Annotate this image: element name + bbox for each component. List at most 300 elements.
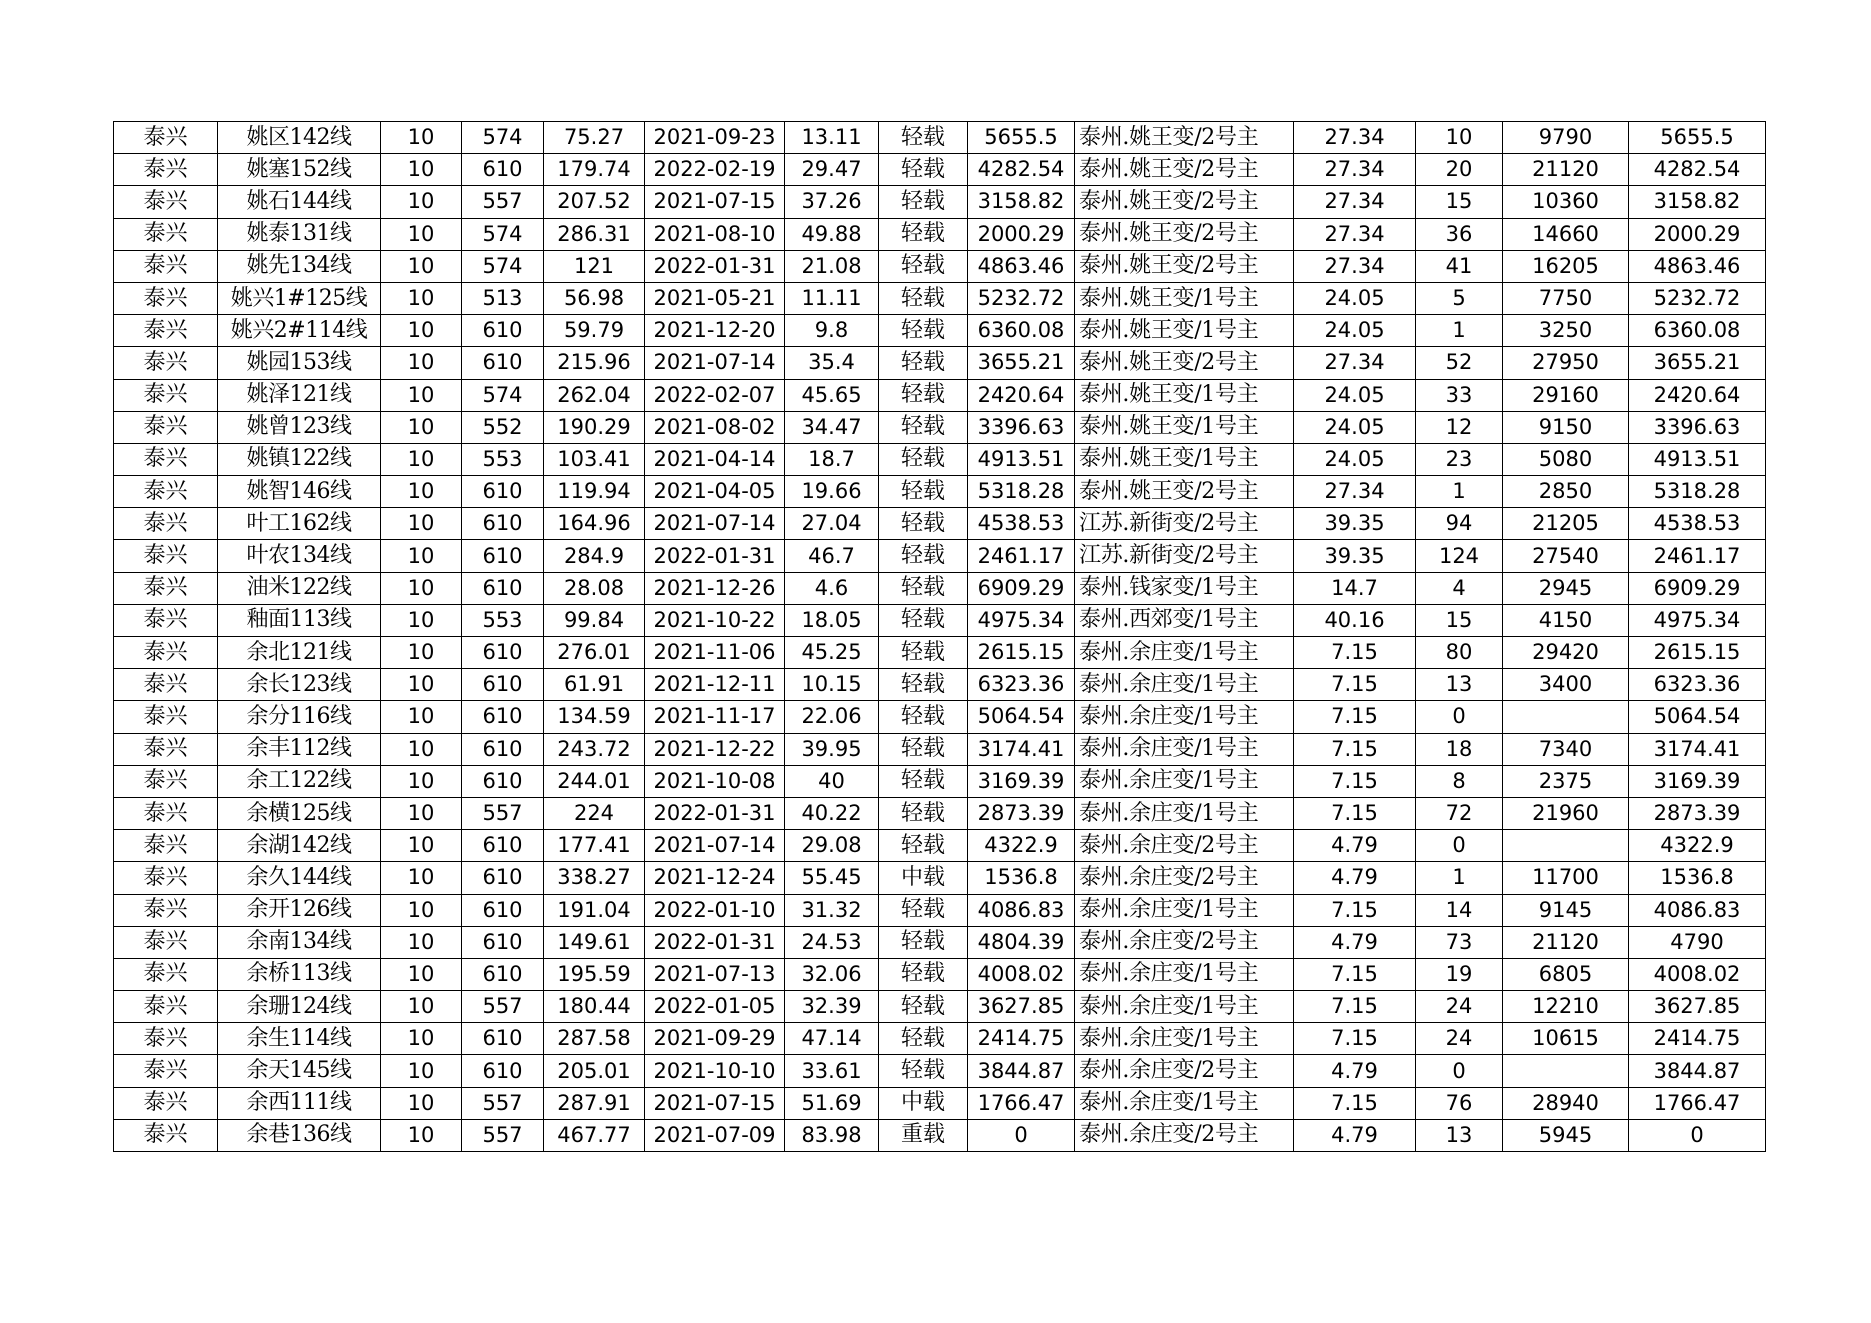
load-rate-cell: 34.47: [785, 411, 879, 443]
current-cell: 134.59: [544, 701, 645, 733]
load-status-cell: 轻载: [879, 508, 968, 540]
rated-current-cell: 610: [462, 926, 544, 958]
load-rate-cell: 46.7: [785, 540, 879, 572]
user-count-cell: 20: [1416, 154, 1503, 186]
user-count-cell: 24: [1416, 1023, 1503, 1055]
user-capacity-cell: 3250: [1503, 315, 1629, 347]
transformer-load-cell: 27.34: [1294, 476, 1416, 508]
remaining-capacity-cell: 5064.54: [1629, 701, 1766, 733]
voltage-cell: 10: [381, 476, 462, 508]
remaining-capacity-cell: 3627.85: [1629, 991, 1766, 1023]
load-rate-cell: 18.7: [785, 443, 879, 475]
voltage-cell: 10: [381, 250, 462, 282]
date-cell: 2022-01-31: [645, 540, 785, 572]
rated-current-cell: 557: [462, 1087, 544, 1119]
region-cell: 泰兴: [114, 958, 218, 990]
line-name-cell: 姚塞152线: [218, 154, 381, 186]
rated-current-cell: 574: [462, 218, 544, 250]
transformer-load-cell: 24.05: [1294, 411, 1416, 443]
load-status-cell: 轻载: [879, 476, 968, 508]
table-row: [114, 122, 1766, 154]
substation-transformer-cell: 泰州.余庄变/2号主: [1075, 1055, 1294, 1087]
voltage-cell: 10: [381, 701, 462, 733]
rated-current-cell: 610: [462, 637, 544, 669]
date-cell: 2021-10-22: [645, 604, 785, 636]
user-count-cell: 52: [1416, 347, 1503, 379]
date-cell: 2021-07-14: [645, 508, 785, 540]
voltage-cell: 10: [381, 991, 462, 1023]
user-capacity-cell: 2375: [1503, 765, 1629, 797]
transformer-load-cell: 7.15: [1294, 958, 1416, 990]
transformer-load-cell: 27.34: [1294, 250, 1416, 282]
load-status-cell: 轻载: [879, 797, 968, 829]
remaining-capacity-cell: 5655.5: [1629, 122, 1766, 154]
user-capacity-cell: 10615: [1503, 1023, 1629, 1055]
region-cell: 泰兴: [114, 701, 218, 733]
table-row: [114, 1119, 1766, 1151]
user-count-cell: 5: [1416, 282, 1503, 314]
current-cell: 191.04: [544, 894, 645, 926]
available-capacity-cell: 3169.39: [968, 765, 1075, 797]
voltage-cell: 10: [381, 765, 462, 797]
voltage-cell: 10: [381, 604, 462, 636]
remaining-capacity-cell: 5318.28: [1629, 476, 1766, 508]
user-capacity-cell: 5945: [1503, 1119, 1629, 1151]
user-count-cell: 73: [1416, 926, 1503, 958]
load-rate-cell: 24.53: [785, 926, 879, 958]
user-capacity-cell: 21205: [1503, 508, 1629, 540]
current-cell: 56.98: [544, 282, 645, 314]
load-status-cell: 轻载: [879, 830, 968, 862]
available-capacity-cell: 4913.51: [968, 443, 1075, 475]
voltage-cell: 10: [381, 1087, 462, 1119]
line-name-cell: 油米122线: [218, 572, 381, 604]
remaining-capacity-cell: 4863.46: [1629, 250, 1766, 282]
rated-current-cell: 610: [462, 765, 544, 797]
rated-current-cell: 610: [462, 347, 544, 379]
load-status-cell: 轻载: [879, 347, 968, 379]
user-count-cell: 0: [1416, 1055, 1503, 1087]
table-row: [114, 572, 1766, 604]
user-capacity-cell: 27540: [1503, 540, 1629, 572]
remaining-capacity-cell: 4086.83: [1629, 894, 1766, 926]
load-rate-cell: 35.4: [785, 347, 879, 379]
table-row: [114, 958, 1766, 990]
current-cell: 287.58: [544, 1023, 645, 1055]
current-cell: 75.27: [544, 122, 645, 154]
line-name-cell: 余开126线: [218, 894, 381, 926]
region-cell: 泰兴: [114, 508, 218, 540]
user-count-cell: 24: [1416, 991, 1503, 1023]
line-name-cell: 姚兴1#125线: [218, 282, 381, 314]
load-rate-cell: 49.88: [785, 218, 879, 250]
voltage-cell: 10: [381, 411, 462, 443]
available-capacity-cell: 1766.47: [968, 1087, 1075, 1119]
user-capacity-cell: [1503, 830, 1629, 862]
load-rate-cell: 51.69: [785, 1087, 879, 1119]
available-capacity-cell: 2615.15: [968, 637, 1075, 669]
user-capacity-cell: 28940: [1503, 1087, 1629, 1119]
transformer-load-cell: 7.15: [1294, 733, 1416, 765]
load-rate-cell: 40.22: [785, 797, 879, 829]
transformer-load-cell: 24.05: [1294, 315, 1416, 347]
transformer-load-cell: 4.79: [1294, 1119, 1416, 1151]
line-name-cell: 姚石144线: [218, 186, 381, 218]
region-cell: 泰兴: [114, 991, 218, 1023]
transformer-load-cell: 14.7: [1294, 572, 1416, 604]
load-status-cell: 轻载: [879, 733, 968, 765]
voltage-cell: 10: [381, 830, 462, 862]
remaining-capacity-cell: 1766.47: [1629, 1087, 1766, 1119]
substation-transformer-cell: 泰州.姚王变/2号主: [1075, 122, 1294, 154]
user-count-cell: 15: [1416, 186, 1503, 218]
user-count-cell: 0: [1416, 830, 1503, 862]
load-rate-cell: 21.08: [785, 250, 879, 282]
line-name-cell: 余桥113线: [218, 958, 381, 990]
current-cell: 190.29: [544, 411, 645, 443]
user-capacity-cell: 21960: [1503, 797, 1629, 829]
substation-transformer-cell: 泰州.姚王变/1号主: [1075, 315, 1294, 347]
table-row: [114, 894, 1766, 926]
rated-current-cell: 610: [462, 733, 544, 765]
load-status-cell: 轻载: [879, 572, 968, 604]
line-name-cell: 釉面113线: [218, 604, 381, 636]
available-capacity-cell: 6323.36: [968, 669, 1075, 701]
rated-current-cell: 574: [462, 250, 544, 282]
line-name-cell: 余分116线: [218, 701, 381, 733]
load-rate-cell: 40: [785, 765, 879, 797]
region-cell: 泰兴: [114, 669, 218, 701]
transformer-load-cell: 24.05: [1294, 282, 1416, 314]
transformer-load-cell: 40.16: [1294, 604, 1416, 636]
table-row: [114, 154, 1766, 186]
transformer-load-cell: 39.35: [1294, 540, 1416, 572]
load-status-cell: 重载: [879, 1119, 968, 1151]
current-cell: 164.96: [544, 508, 645, 540]
load-status-cell: 轻载: [879, 186, 968, 218]
rated-current-cell: 574: [462, 379, 544, 411]
table-body: [114, 122, 1766, 1152]
region-cell: 泰兴: [114, 1055, 218, 1087]
transformer-load-cell: 7.15: [1294, 991, 1416, 1023]
load-rate-cell: 9.8: [785, 315, 879, 347]
line-name-cell: 姚泽121线: [218, 379, 381, 411]
substation-transformer-cell: 泰州.姚王变/1号主: [1075, 411, 1294, 443]
voltage-cell: 10: [381, 122, 462, 154]
date-cell: 2021-08-10: [645, 218, 785, 250]
transformer-load-cell: 7.15: [1294, 1023, 1416, 1055]
available-capacity-cell: 4975.34: [968, 604, 1075, 636]
remaining-capacity-cell: 2420.64: [1629, 379, 1766, 411]
date-cell: 2021-12-24: [645, 862, 785, 894]
region-cell: 泰兴: [114, 1119, 218, 1151]
current-cell: 205.01: [544, 1055, 645, 1087]
load-status-cell: 轻载: [879, 926, 968, 958]
user-capacity-cell: 7750: [1503, 282, 1629, 314]
line-name-cell: 余久144线: [218, 862, 381, 894]
available-capacity-cell: 5655.5: [968, 122, 1075, 154]
available-capacity-cell: 2000.29: [968, 218, 1075, 250]
user-count-cell: 13: [1416, 1119, 1503, 1151]
line-name-cell: 余巷136线: [218, 1119, 381, 1151]
load-status-cell: 轻载: [879, 1055, 968, 1087]
substation-transformer-cell: 泰州.余庄变/2号主: [1075, 1119, 1294, 1151]
line-name-cell: 余横125线: [218, 797, 381, 829]
available-capacity-cell: 5064.54: [968, 701, 1075, 733]
date-cell: 2021-07-15: [645, 186, 785, 218]
remaining-capacity-cell: 4975.34: [1629, 604, 1766, 636]
available-capacity-cell: 3844.87: [968, 1055, 1075, 1087]
current-cell: 276.01: [544, 637, 645, 669]
rated-current-cell: 610: [462, 830, 544, 862]
user-capacity-cell: 11700: [1503, 862, 1629, 894]
user-count-cell: 1: [1416, 862, 1503, 894]
region-cell: 泰兴: [114, 443, 218, 475]
load-status-cell: 轻载: [879, 894, 968, 926]
user-count-cell: 4: [1416, 572, 1503, 604]
region-cell: 泰兴: [114, 797, 218, 829]
transformer-load-cell: 27.34: [1294, 218, 1416, 250]
rated-current-cell: 610: [462, 862, 544, 894]
table-row: [114, 186, 1766, 218]
load-status-cell: 轻载: [879, 443, 968, 475]
current-cell: 224: [544, 797, 645, 829]
load-rate-cell: 31.32: [785, 894, 879, 926]
table-row: [114, 411, 1766, 443]
load-rate-cell: 83.98: [785, 1119, 879, 1151]
current-cell: 61.91: [544, 669, 645, 701]
table-row: [114, 218, 1766, 250]
current-cell: 284.9: [544, 540, 645, 572]
load-status-cell: 轻载: [879, 991, 968, 1023]
remaining-capacity-cell: 3158.82: [1629, 186, 1766, 218]
current-cell: 149.61: [544, 926, 645, 958]
load-rate-cell: 11.11: [785, 282, 879, 314]
transformer-load-cell: 24.05: [1294, 379, 1416, 411]
rated-current-cell: 610: [462, 572, 544, 604]
current-cell: 286.31: [544, 218, 645, 250]
rated-current-cell: 610: [462, 476, 544, 508]
voltage-cell: 10: [381, 443, 462, 475]
user-capacity-cell: 9145: [1503, 894, 1629, 926]
user-count-cell: 15: [1416, 604, 1503, 636]
transformer-load-cell: 7.15: [1294, 765, 1416, 797]
user-capacity-cell: 9790: [1503, 122, 1629, 154]
table-row: [114, 1055, 1766, 1087]
load-rate-cell: 47.14: [785, 1023, 879, 1055]
user-capacity-cell: [1503, 1055, 1629, 1087]
substation-transformer-cell: 泰州.余庄变/1号主: [1075, 765, 1294, 797]
region-cell: 泰兴: [114, 154, 218, 186]
line-name-cell: 余南134线: [218, 926, 381, 958]
date-cell: 2021-10-10: [645, 1055, 785, 1087]
load-status-cell: 轻载: [879, 411, 968, 443]
rated-current-cell: 574: [462, 122, 544, 154]
available-capacity-cell: 4863.46: [968, 250, 1075, 282]
region-cell: 泰兴: [114, 926, 218, 958]
current-cell: 121: [544, 250, 645, 282]
current-cell: 195.59: [544, 958, 645, 990]
user-count-cell: 94: [1416, 508, 1503, 540]
user-count-cell: 19: [1416, 958, 1503, 990]
date-cell: 2021-11-06: [645, 637, 785, 669]
transformer-load-cell: 27.34: [1294, 122, 1416, 154]
substation-transformer-cell: 泰州.余庄变/1号主: [1075, 991, 1294, 1023]
current-cell: 338.27: [544, 862, 645, 894]
transformer-load-cell: 4.79: [1294, 1055, 1416, 1087]
table-row: [114, 669, 1766, 701]
voltage-cell: 10: [381, 1055, 462, 1087]
table-row: [114, 830, 1766, 862]
region-cell: 泰兴: [114, 830, 218, 862]
date-cell: 2021-04-14: [645, 443, 785, 475]
current-cell: 119.94: [544, 476, 645, 508]
region-cell: 泰兴: [114, 315, 218, 347]
user-capacity-cell: 27950: [1503, 347, 1629, 379]
rated-current-cell: 610: [462, 1055, 544, 1087]
available-capacity-cell: 4804.39: [968, 926, 1075, 958]
remaining-capacity-cell: 2461.17: [1629, 540, 1766, 572]
available-capacity-cell: 3174.41: [968, 733, 1075, 765]
date-cell: 2021-07-13: [645, 958, 785, 990]
transformer-load-cell: 39.35: [1294, 508, 1416, 540]
region-cell: 泰兴: [114, 540, 218, 572]
available-capacity-cell: 2461.17: [968, 540, 1075, 572]
user-capacity-cell: 14660: [1503, 218, 1629, 250]
table-row: [114, 1023, 1766, 1055]
load-rate-cell: 10.15: [785, 669, 879, 701]
load-rate-cell: 4.6: [785, 572, 879, 604]
load-rate-cell: 13.11: [785, 122, 879, 154]
available-capacity-cell: 3627.85: [968, 991, 1075, 1023]
voltage-cell: 10: [381, 572, 462, 604]
load-status-cell: 轻载: [879, 637, 968, 669]
remaining-capacity-cell: 5232.72: [1629, 282, 1766, 314]
remaining-capacity-cell: 3169.39: [1629, 765, 1766, 797]
voltage-cell: 10: [381, 894, 462, 926]
substation-transformer-cell: 泰州.余庄变/1号主: [1075, 958, 1294, 990]
line-name-cell: 余珊124线: [218, 991, 381, 1023]
line-name-cell: 姚兴2#114线: [218, 315, 381, 347]
remaining-capacity-cell: 6909.29: [1629, 572, 1766, 604]
load-rate-cell: 33.61: [785, 1055, 879, 1087]
user-capacity-cell: 3400: [1503, 669, 1629, 701]
transformer-load-cell: 7.15: [1294, 701, 1416, 733]
load-status-cell: 轻载: [879, 154, 968, 186]
user-count-cell: 13: [1416, 669, 1503, 701]
table-row: [114, 1087, 1766, 1119]
date-cell: 2021-07-15: [645, 1087, 785, 1119]
region-cell: 泰兴: [114, 250, 218, 282]
load-status-cell: 轻载: [879, 282, 968, 314]
voltage-cell: 10: [381, 508, 462, 540]
region-cell: 泰兴: [114, 604, 218, 636]
load-status-cell: 轻载: [879, 250, 968, 282]
current-cell: 467.77: [544, 1119, 645, 1151]
current-cell: 59.79: [544, 315, 645, 347]
date-cell: 2021-11-17: [645, 701, 785, 733]
load-rate-cell: 18.05: [785, 604, 879, 636]
substation-transformer-cell: 泰州.姚王变/2号主: [1075, 347, 1294, 379]
available-capacity-cell: 2414.75: [968, 1023, 1075, 1055]
user-count-cell: 36: [1416, 218, 1503, 250]
remaining-capacity-cell: 6360.08: [1629, 315, 1766, 347]
available-capacity-cell: 4086.83: [968, 894, 1075, 926]
line-name-cell: 姚智146线: [218, 476, 381, 508]
current-cell: 99.84: [544, 604, 645, 636]
load-rate-cell: 32.39: [785, 991, 879, 1023]
user-count-cell: 72: [1416, 797, 1503, 829]
current-cell: 243.72: [544, 733, 645, 765]
line-name-cell: 余北121线: [218, 637, 381, 669]
rated-current-cell: 513: [462, 282, 544, 314]
table-row: [114, 604, 1766, 636]
available-capacity-cell: 2873.39: [968, 797, 1075, 829]
table-row: [114, 347, 1766, 379]
table-row: [114, 733, 1766, 765]
voltage-cell: 10: [381, 1119, 462, 1151]
current-cell: 262.04: [544, 379, 645, 411]
load-status-cell: 轻载: [879, 540, 968, 572]
line-name-cell: 姚曾123线: [218, 411, 381, 443]
available-capacity-cell: 4322.9: [968, 830, 1075, 862]
date-cell: 2021-12-20: [645, 315, 785, 347]
load-rate-cell: 27.04: [785, 508, 879, 540]
user-capacity-cell: 6805: [1503, 958, 1629, 990]
date-cell: 2021-05-21: [645, 282, 785, 314]
region-cell: 泰兴: [114, 733, 218, 765]
table-row: [114, 797, 1766, 829]
rated-current-cell: 553: [462, 443, 544, 475]
voltage-cell: 10: [381, 315, 462, 347]
user-capacity-cell: [1503, 701, 1629, 733]
rated-current-cell: 610: [462, 154, 544, 186]
line-name-cell: 叶工162线: [218, 508, 381, 540]
rated-current-cell: 610: [462, 701, 544, 733]
substation-transformer-cell: 泰州.余庄变/2号主: [1075, 926, 1294, 958]
transformer-load-cell: 27.34: [1294, 347, 1416, 379]
available-capacity-cell: 6360.08: [968, 315, 1075, 347]
current-cell: 207.52: [544, 186, 645, 218]
region-cell: 泰兴: [114, 411, 218, 443]
region-cell: 泰兴: [114, 379, 218, 411]
remaining-capacity-cell: 4538.53: [1629, 508, 1766, 540]
line-name-cell: 余工122线: [218, 765, 381, 797]
voltage-cell: 10: [381, 926, 462, 958]
substation-transformer-cell: 泰州.余庄变/1号主: [1075, 1023, 1294, 1055]
user-capacity-cell: 2850: [1503, 476, 1629, 508]
remaining-capacity-cell: 6323.36: [1629, 669, 1766, 701]
region-cell: 泰兴: [114, 572, 218, 604]
user-capacity-cell: 9150: [1503, 411, 1629, 443]
rated-current-cell: 557: [462, 186, 544, 218]
table-row: [114, 765, 1766, 797]
available-capacity-cell: 3158.82: [968, 186, 1075, 218]
table-row: [114, 637, 1766, 669]
rated-current-cell: 610: [462, 540, 544, 572]
load-rate-cell: 32.06: [785, 958, 879, 990]
user-count-cell: 14: [1416, 894, 1503, 926]
substation-transformer-cell: 泰州.西郊变/1号主: [1075, 604, 1294, 636]
voltage-cell: 10: [381, 347, 462, 379]
table-row: [114, 250, 1766, 282]
transformer-load-cell: 4.79: [1294, 830, 1416, 862]
remaining-capacity-cell: 2873.39: [1629, 797, 1766, 829]
load-status-cell: 轻载: [879, 1023, 968, 1055]
line-name-cell: 姚先134线: [218, 250, 381, 282]
current-cell: 287.91: [544, 1087, 645, 1119]
available-capacity-cell: 4538.53: [968, 508, 1075, 540]
